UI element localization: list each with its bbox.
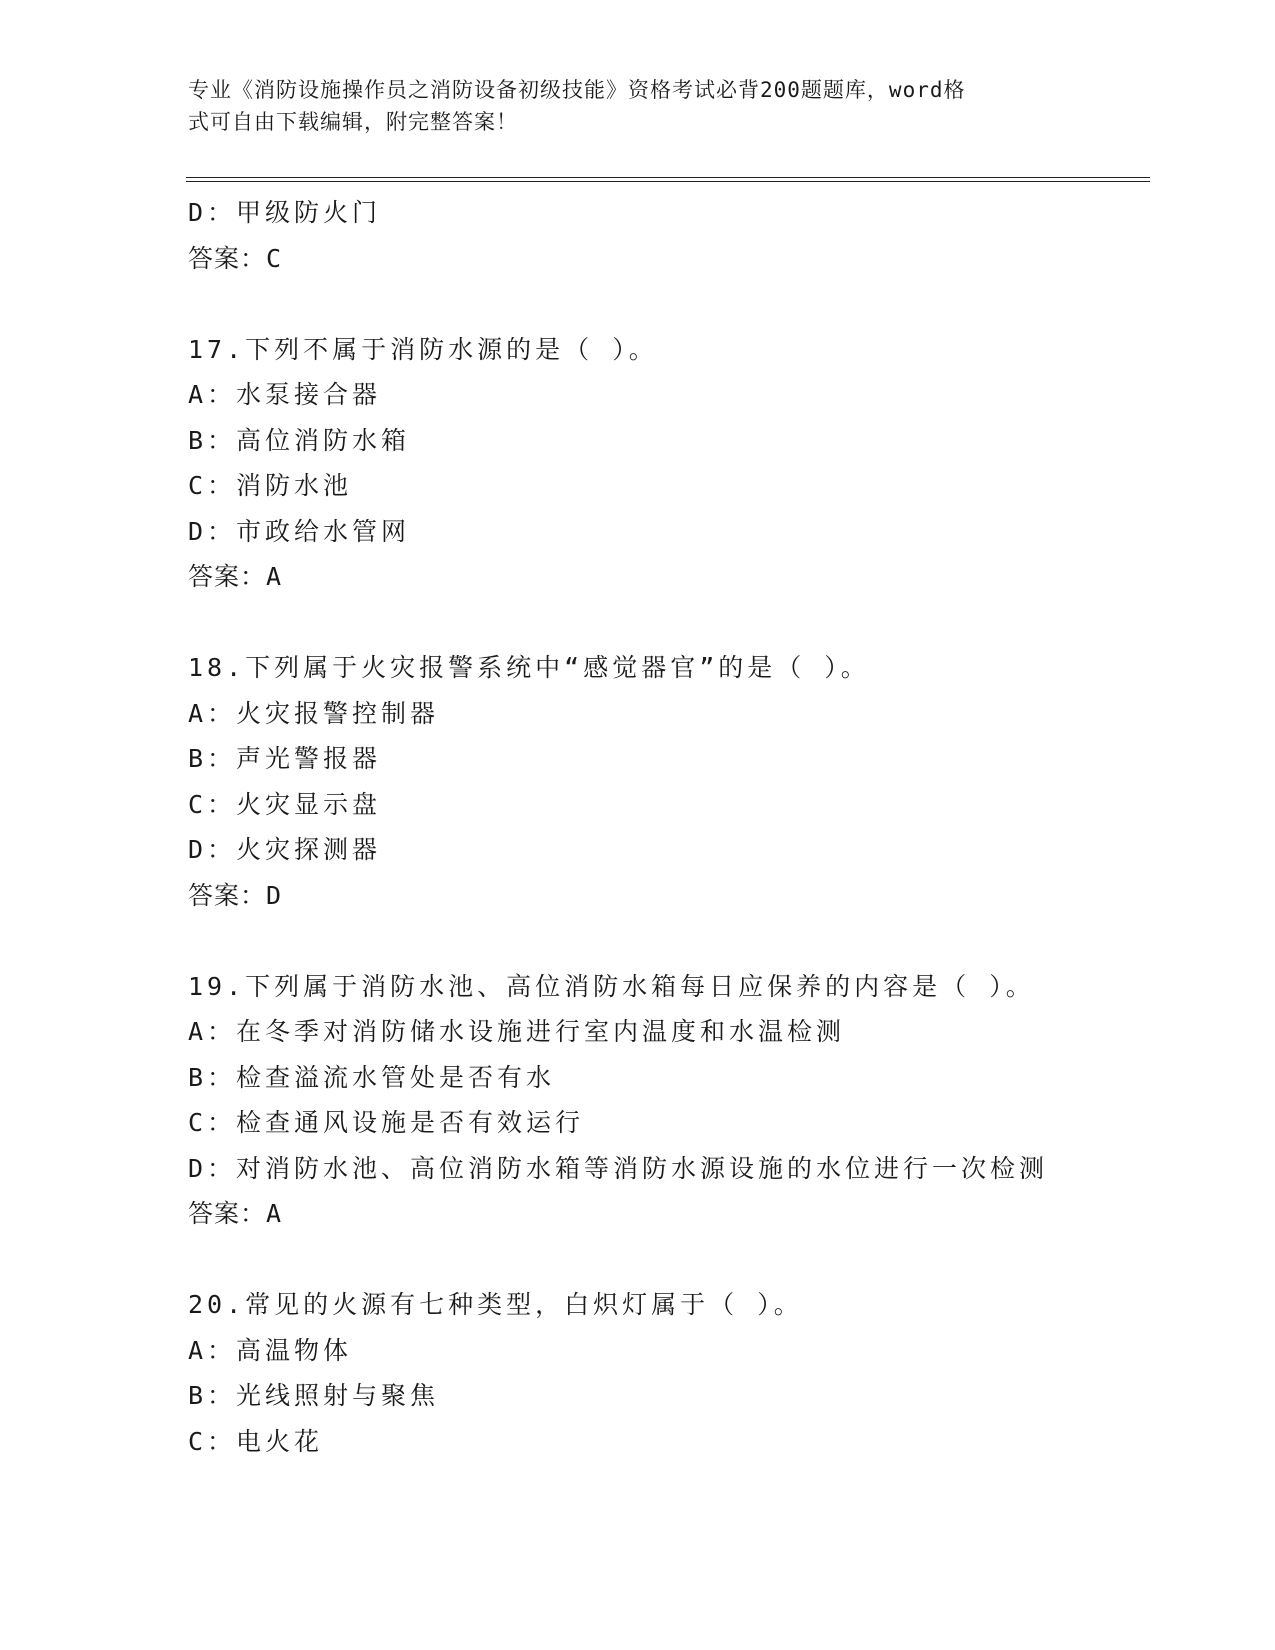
option-d: D：对消防水池、高位消防水箱等消防水源设施的水位进行一次检测 [188, 1153, 1049, 1183]
question-17 [188, 327, 1148, 600]
spacer [188, 1237, 1148, 1283]
spacer [188, 281, 1148, 327]
option-b: B：光线照射与聚焦 [188, 1381, 440, 1410]
option-d: D：市政给水管网 [188, 516, 411, 546]
option-c: C：消防水池 [188, 471, 353, 500]
spacer [188, 600, 1148, 646]
question-stem: 17.下列不属于消防水源的是（ ）。 [188, 334, 658, 364]
question-stem: 20.常见的火源有七种类型，白炽灯属于（ ）。 [188, 1290, 803, 1319]
answer: 答案：C [188, 243, 283, 273]
question-20 [188, 1282, 1148, 1464]
option-b: B：检查溢流水管处是否有水 [188, 1062, 556, 1092]
question-stem: 18.下列属于火灾报警系统中“感觉器官”的是（ ）。 [188, 653, 870, 682]
option-d: D：火灾探测器 [188, 835, 382, 864]
question-19 [188, 964, 1148, 1237]
option-c: C：检查通风设施是否有效运行 [188, 1108, 585, 1137]
option-a: A：高温物体 [188, 1335, 353, 1365]
option-a: A：水泵接合器 [188, 380, 382, 409]
option-a: A：在冬季对消防储水设施进行室内温度和水温检测 [188, 1017, 846, 1046]
header-rule-bottom [186, 181, 1150, 182]
question-16-tail [188, 190, 1148, 281]
option-b: B：高位消防水箱 [188, 425, 411, 455]
question-18 [188, 645, 1148, 918]
option-a: A：火灾报警控制器 [188, 698, 440, 728]
option-c: C：火灾显示盘 [188, 789, 382, 819]
option-c: C：电火花 [188, 1426, 324, 1456]
answer: 答案：A [188, 1199, 283, 1228]
header-rule-top [186, 177, 1150, 178]
answer: 答案：A [188, 562, 283, 591]
header-line-2: 式可自由下载编辑，附完整答案！ [188, 110, 518, 134]
option-b: B：声光警报器 [188, 744, 382, 773]
question-content [188, 190, 1148, 1464]
header-line-1: 专业《消防设施操作员之消防设备初级技能》资格考试必背200题题库，word格 [188, 78, 966, 102]
answer: 答案：D [188, 880, 283, 910]
question-stem: 19.下列属于消防水池、高位消防水箱每日应保养的内容是（ ）。 [188, 971, 1035, 1001]
page-header [188, 74, 1068, 138]
spacer [188, 918, 1148, 964]
option-d: D：甲级防火门 [188, 198, 382, 227]
